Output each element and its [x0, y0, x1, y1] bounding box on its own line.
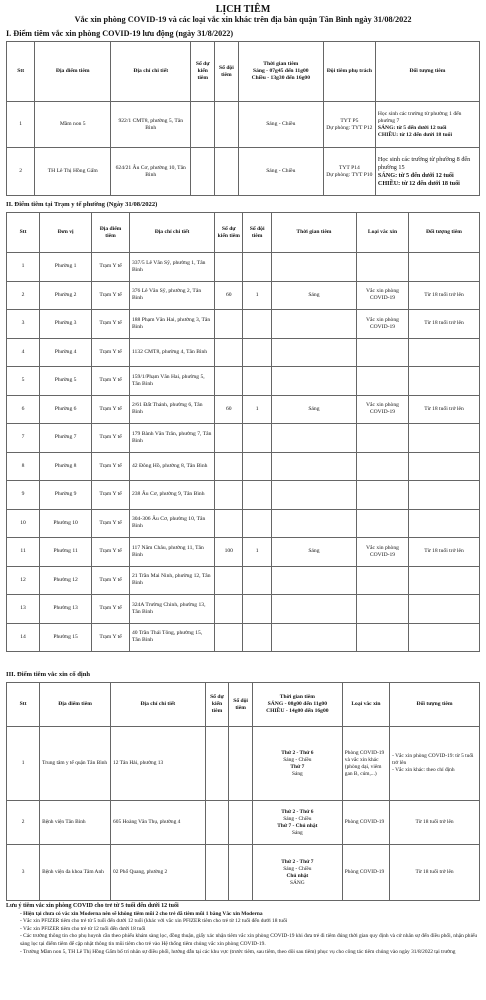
table-row [7, 538, 480, 567]
table-row [7, 395, 480, 424]
cell-target [409, 595, 480, 624]
cell-stt: 13 [7, 595, 40, 624]
cell-place: Trung tâm y tế quận Tân Bình [40, 727, 111, 801]
time-line: SÁNG [290, 879, 305, 886]
cell-place: Trạm Y tế [92, 395, 130, 424]
cell-time: Sáng - Chiều [238, 148, 323, 196]
time-header-line: Sáng - 07g45 đến 11g00 [252, 68, 309, 74]
note-item: - Hiện tại chưa có vắc xin Moderna nên sẽ không tiêm mũi 2 cho trẻ đã tiêm mũi 1 bằng Vắc xin Moderna [20, 910, 263, 917]
cell-target: Từ 18 tuổi trở lên [409, 538, 480, 567]
col-header: Đối tượng tiêm [390, 683, 480, 727]
col-header: Số đội tiêm [215, 42, 239, 102]
cell-time: Sáng [271, 395, 356, 424]
cell-address: 40 Trần Thái Tông, phường 15, Tân Bình [129, 623, 214, 652]
cell-unit: Phường 5 [40, 367, 92, 396]
cell-time [271, 509, 356, 538]
cell-team [323, 148, 375, 196]
target-line: CHIỀU: từ 12 đến dưới 18 tuổi [377, 131, 453, 138]
cell-vaccine: Vắc xin phòng COVID-19 [356, 281, 408, 310]
cell-time [271, 338, 356, 367]
cell-address: 188 Phạm Văn Hai, phường 3, Tân Bình [129, 310, 214, 339]
cell-place: Trạm Y tế [92, 281, 130, 310]
table-row [7, 566, 480, 595]
table-row [7, 310, 480, 339]
table-row [7, 338, 480, 367]
cell-unit: Phường 13 [40, 595, 92, 624]
cell-stt: 1 [7, 253, 40, 282]
cell-stt: 2 [7, 281, 40, 310]
cell-unit: Phường 1 [40, 253, 92, 282]
cell-teams [243, 310, 271, 339]
cell-teams [243, 253, 271, 282]
table-row [7, 623, 480, 652]
section-2-body [7, 253, 480, 652]
cell-place: Trạm Y tế [92, 509, 130, 538]
col-header: Đối tượng tiêm [375, 42, 479, 102]
table-row [7, 253, 480, 282]
cell-expected [215, 509, 243, 538]
cell-place: Trạm Y tế [92, 595, 130, 624]
col-header: Địa chỉ chi tiết [129, 213, 214, 253]
cell-time [252, 845, 342, 901]
cell-teams [215, 102, 239, 148]
cell-expected: 60 [215, 281, 243, 310]
target-line: - Vắc xin phòng COVID-19: từ 5 tuổi trở lên [392, 753, 474, 766]
cell-place: Bệnh viện đa khoa Tâm Anh [40, 845, 111, 901]
col-header: Đối tượng tiêm [409, 213, 480, 253]
time-line: Sáng [291, 770, 303, 777]
team-line: Dự phòng: TYT P10 [326, 171, 373, 178]
cell-place: Trạm Y tế [92, 338, 130, 367]
cell-time: Sáng [271, 538, 356, 567]
cell-place: TH Lê Thị Hồng Gấm [35, 148, 111, 196]
cell-stt: 7 [7, 424, 40, 453]
cell-vaccine [342, 801, 389, 845]
cell-expected [215, 338, 243, 367]
cell-expected: 60 [215, 395, 243, 424]
cell-place: Trạm Y tế [92, 623, 130, 652]
team-line: TYT P5 [340, 117, 359, 124]
cell-teams: 1 [243, 395, 271, 424]
target-line: Từ 18 tuổi trở lên [415, 869, 454, 875]
table-row [7, 102, 480, 148]
cell-place: Trạm Y tế [92, 253, 130, 282]
cell-place: Trạm Y tế [92, 452, 130, 481]
cell-target: Từ 18 tuổi trở lên [409, 395, 480, 424]
time-line: Sáng [291, 829, 303, 836]
cell-time [271, 595, 356, 624]
cell-time: Sáng - Chiều [238, 102, 323, 148]
cell-teams [243, 367, 271, 396]
col-header: Số đội tiêm [243, 213, 271, 253]
cell-target [390, 801, 480, 845]
cell-target: Từ 18 tuổi trở lên [409, 310, 480, 339]
cell-address: 624/21 Âu Cơ, phường 10, Tân Bình [111, 148, 191, 196]
cell-teams [229, 845, 253, 901]
time-line: Sáng - Chiều [283, 815, 312, 822]
cell-stt: 11 [7, 538, 40, 567]
cell-vaccine [356, 424, 408, 453]
cell-address: 324A Trường Chinh, phường 13, Tân Bình [129, 595, 214, 624]
table-row [7, 595, 480, 624]
cell-teams [229, 727, 253, 801]
time-line: Thứ 2 - Thứ 6 [281, 749, 314, 756]
target-line: SÁNG: từ 5 đến dưới 12 tuổi [377, 171, 454, 179]
cell-teams [229, 801, 253, 845]
cell-expected [215, 481, 243, 510]
cell-target [409, 338, 480, 367]
section-3-table [6, 682, 480, 901]
cell-unit: Phường 12 [40, 566, 92, 595]
cell-target [390, 727, 480, 801]
cell-address: 21 Trần Mai Ninh, phường 12, Tân Bình [129, 566, 214, 595]
col-header-time [252, 683, 342, 727]
cell-address: 02 Phổ Quang, phường 2 [111, 845, 206, 901]
cell-stt: 4 [7, 338, 40, 367]
cell-place: Trạm Y tế [92, 538, 130, 567]
table-row [7, 424, 480, 453]
cell-target [409, 623, 480, 652]
notes-heading: Lưu ý tiêm vắc xin phòng COVID cho trẻ từ 5 tuổi đến dưới 12 tuổi [6, 903, 179, 909]
cell-unit: Phường 3 [40, 310, 92, 339]
cell-expected [215, 623, 243, 652]
cell-expected [191, 102, 215, 148]
cell-teams: 1 [243, 281, 271, 310]
cell-address: 117 Năm Châu, phường 11, Tân Bình [129, 538, 214, 567]
cell-address: 304-306 Âu Cơ, phường 10, Tân Bình [129, 509, 214, 538]
target-line: SÁNG: từ 5 đến dưới 12 tuổi [377, 124, 447, 131]
table-row [7, 845, 480, 901]
target-line: CHIỀU: từ 12 đến dưới 18 tuổi [377, 179, 460, 187]
cell-place: Trạm Y tế [92, 367, 130, 396]
target-line: Học sinh các trường từ phường 1 đến phường 7 [377, 110, 462, 124]
cell-teams [243, 452, 271, 481]
cell-teams [243, 424, 271, 453]
cell-vaccine [356, 481, 408, 510]
cell-expected [191, 148, 215, 196]
cell-stt: 10 [7, 509, 40, 538]
cell-stt: 3 [7, 310, 40, 339]
cell-address: 337/5 Lê Văn Sỹ, phường 1, Tân Bình [129, 253, 214, 282]
cell-time [271, 623, 356, 652]
time-header-line: Thời gian tiêm [279, 694, 315, 700]
cell-place: Mầm non 5 [35, 102, 111, 148]
cell-expected [215, 253, 243, 282]
cell-unit: Phường 9 [40, 481, 92, 510]
section-1-table [6, 41, 480, 196]
time-line: Thứ 2 - Thứ 7 [281, 858, 314, 865]
col-header: Đội tiêm phụ trách [323, 42, 375, 102]
cell-unit: Phường 6 [40, 395, 92, 424]
cell-target [390, 845, 480, 901]
cell-stt: 8 [7, 452, 40, 481]
col-header: Địa điểm tiêm [35, 42, 111, 102]
vaccine-line: Phòng COVID-19 [344, 869, 385, 875]
target-line: Từ 18 tuổi trở lên [415, 819, 454, 825]
cell-target [409, 253, 480, 282]
col-header: Loại vắc xin [342, 683, 389, 727]
cell-target [375, 148, 479, 196]
section-2-table [6, 212, 480, 652]
col-header: Thời gian tiêm [271, 213, 356, 253]
cell-stt: 14 [7, 623, 40, 652]
table-row [7, 481, 480, 510]
cell-vaccine [356, 367, 408, 396]
target-line: Học sinh các trường từ phường 8 đến phường 15 [377, 155, 471, 171]
table-row [7, 509, 480, 538]
team-line: TYT P14 [338, 164, 360, 171]
cell-time [271, 481, 356, 510]
cell-address: 376 Lê Văn Sỹ, phường 2, Tân Bình [129, 281, 214, 310]
cell-stt: 9 [7, 481, 40, 510]
cell-expected: 100 [215, 538, 243, 567]
cell-target [409, 481, 480, 510]
cell-target [409, 509, 480, 538]
cell-address: 2/61 Đất Thánh, phường 6, Tân Bình [129, 395, 214, 424]
cell-time: Sáng [271, 281, 356, 310]
cell-address: 605 Hoàng Văn Thụ, phường 4 [111, 801, 206, 845]
cell-teams [243, 338, 271, 367]
cell-vaccine [356, 452, 408, 481]
note-item: - Vắc xin PFIZER tiêm cho trẻ từ 5 tuổi đến dưới 12 tuổi (khác với vắc xin PFIZER tiêm cho trẻ từ 12 tuổi đến dưới 18 tuổi [20, 918, 288, 925]
col-header: Loại vắc xin [356, 213, 408, 253]
col-header: Địa chỉ chi tiết [111, 683, 206, 727]
col-header: Số dự kiến tiêm [191, 42, 215, 102]
notes [6, 903, 480, 956]
cell-unit: Phường 2 [40, 281, 92, 310]
time-line: Sáng - Chiều [283, 865, 312, 872]
col-header: Địa điểm tiêm [40, 683, 111, 727]
note-item: - Các trường thông tin cho phụ huynh cần theo phiếu khám sàng lọc, đồng thuận, giấy xác nhận tiêm vắc xin phòng COVID-19 khi đưa trẻ đi tiêm đúng thời gian quy định và cử nhân sự đến điều phối, nhận phiếu sàng lọc tại điểm tiêm để cập nhật thông tin mũi tiêm cho trẻ vào Hệ thống tiêm chủng vắc xin phòng COVID-19. [20, 933, 478, 947]
cell-expected [205, 727, 229, 801]
cell-expected [215, 452, 243, 481]
vaccine-line: Phòng COVID-19 và vắc xin khác (phòng dại, viêm gan B, cúm,...) [344, 749, 385, 777]
cell-place: Trạm Y tế [92, 481, 130, 510]
cell-stt: 1 [7, 727, 40, 801]
cell-address: 12 Tân Hải, phường 13 [111, 727, 206, 801]
cell-teams [243, 623, 271, 652]
table-row [7, 367, 480, 396]
cell-unit: Phường 7 [40, 424, 92, 453]
section-3-body [7, 727, 480, 901]
cell-time [252, 727, 342, 801]
cell-vaccine [356, 595, 408, 624]
cell-target: Từ 18 tuổi trở lên [409, 281, 480, 310]
cell-target [409, 452, 480, 481]
col-header: Địa chỉ chi tiết [111, 42, 191, 102]
time-line: Sáng - Chiều [283, 756, 312, 763]
vaccine-line: Phòng COVID-19 [344, 819, 385, 825]
cell-stt: 2 [7, 801, 40, 845]
time-line: Thứ 7 [290, 763, 305, 770]
cell-teams [243, 566, 271, 595]
cell-expected [215, 424, 243, 453]
cell-place: Bệnh viện Tân Bình [40, 801, 111, 845]
note-item: - Trường Mầm non 5, TH Lê Thị Hồng Gấm bố trí nhân sự điều phối, hướng dẫn tại các khu vực (trước tiêm, sau tiêm, theo dõi sau tiêm) phục vụ cho công tác tiêm chủng vào ngày 31/8/2022 tại trường [20, 948, 456, 955]
cell-stt: 1 [7, 102, 35, 148]
cell-unit: Phường 11 [40, 538, 92, 567]
target-line: - Vắc xin khác: theo chỉ định [392, 767, 455, 773]
cell-address: 1132 CMT8, phường 4, Tân Bình [129, 338, 214, 367]
section-3-heading: III. Điểm tiêm vắc xin cố định [6, 671, 91, 678]
col-header-time [238, 42, 323, 102]
cell-unit: Phường 4 [40, 338, 92, 367]
cell-time [271, 310, 356, 339]
cell-vaccine: Vắc xin phòng COVID-19 [356, 310, 408, 339]
cell-time [252, 801, 342, 845]
cell-stt: 2 [7, 148, 35, 196]
col-header: Địa điểm tiêm [92, 213, 130, 253]
time-header-line: CHIỀU - 14g00 đến 16g00 [266, 708, 329, 714]
cell-teams [215, 148, 239, 196]
table-row [7, 281, 480, 310]
time-header-line: SÁNG - 08g00 đến 11g00 [267, 701, 328, 707]
cell-stt: 3 [7, 845, 40, 901]
cell-address: 179 Bành Văn Trân, phường 7, Tân Bình [129, 424, 214, 453]
cell-stt: 5 [7, 367, 40, 396]
cell-expected [205, 801, 229, 845]
cell-vaccine [356, 623, 408, 652]
cell-expected [205, 845, 229, 901]
page-title: LỊCH TIÊM [215, 4, 271, 15]
spacer [6, 652, 480, 666]
time-line: Thứ 7 - Chủ nhật [277, 822, 318, 829]
cell-vaccine: Vắc xin phòng COVID-19 [356, 538, 408, 567]
cell-expected [215, 367, 243, 396]
cell-unit: Phường 15 [40, 623, 92, 652]
cell-teams [243, 595, 271, 624]
team-line: Dự phòng: TYT P12 [326, 124, 373, 131]
cell-teams: 1 [243, 538, 271, 567]
cell-vaccine [356, 338, 408, 367]
col-header: Số dự kiến tiêm [205, 683, 229, 727]
col-header: Stt [7, 213, 40, 253]
cell-address: 922/1 CMT8, phường 5, Tân Bình [111, 102, 191, 148]
cell-vaccine [356, 509, 408, 538]
col-header: Số đội tiêm [229, 683, 253, 727]
cell-vaccine: Vắc xin phòng COVID-19 [356, 395, 408, 424]
cell-unit: Phường 10 [40, 509, 92, 538]
section-2-heading: II. Điểm tiêm tại Trạm y tế phường (Ngày 31/08/2022) [6, 201, 158, 208]
time-line: Thứ 2 - Thứ 6 [281, 808, 314, 815]
cell-vaccine [342, 845, 389, 901]
cell-vaccine [356, 253, 408, 282]
page-subtitle: Vắc xin phòng COVID-19 và các loại vắc xin khác trên địa bàn quận Tân Bình ngày 31/08/2022 [74, 15, 412, 24]
cell-address: 42 Đông Hồ, phường 8, Tân Bình [129, 452, 214, 481]
cell-vaccine [356, 566, 408, 595]
cell-expected [215, 595, 243, 624]
cell-expected [215, 566, 243, 595]
cell-team [323, 102, 375, 148]
cell-target [409, 424, 480, 453]
cell-target [409, 566, 480, 595]
cell-teams [243, 509, 271, 538]
cell-stt: 12 [7, 566, 40, 595]
cell-time [271, 452, 356, 481]
cell-target [409, 367, 480, 396]
table-row [7, 727, 480, 801]
cell-place: Trạm Y tế [92, 310, 130, 339]
cell-place: Trạm Y tế [92, 424, 130, 453]
time-header-line: Chiều - 13g30 đến 16g00 [251, 75, 311, 81]
cell-time [271, 367, 356, 396]
cell-time [271, 566, 356, 595]
section-1-heading: I. Điểm tiêm vắc xin phòng COVID-19 lưu động (ngày 31/8/2022) [6, 29, 234, 38]
cell-time [271, 253, 356, 282]
col-header: Số dự kiến tiêm [215, 213, 243, 253]
cell-address: 159/1/Phạm Văn Hai, phường 5, Tân Bình [129, 367, 214, 396]
col-header: Stt [7, 42, 35, 102]
cell-place: Trạm Y tế [92, 566, 130, 595]
cell-unit: Phường 8 [40, 452, 92, 481]
col-header: Đơn vị [40, 213, 92, 253]
cell-target [375, 102, 479, 148]
cell-address: 238 Âu Cơ, phường 9, Tân Bình [129, 481, 214, 510]
cell-expected [215, 310, 243, 339]
note-item: - Vắc xin PFIZER tiêm cho trẻ từ 12 tuổi đến dưới 18 tuổi [20, 925, 146, 932]
cell-vaccine [342, 727, 389, 801]
table-row [7, 801, 480, 845]
cell-stt: 6 [7, 395, 40, 424]
cell-teams [243, 481, 271, 510]
table-row [7, 452, 480, 481]
time-header-line: Thời gian tiêm [263, 61, 299, 67]
col-header: Stt [7, 683, 40, 727]
cell-time [271, 424, 356, 453]
time-line: Chủ nhật [286, 872, 309, 879]
table-row [7, 148, 480, 196]
